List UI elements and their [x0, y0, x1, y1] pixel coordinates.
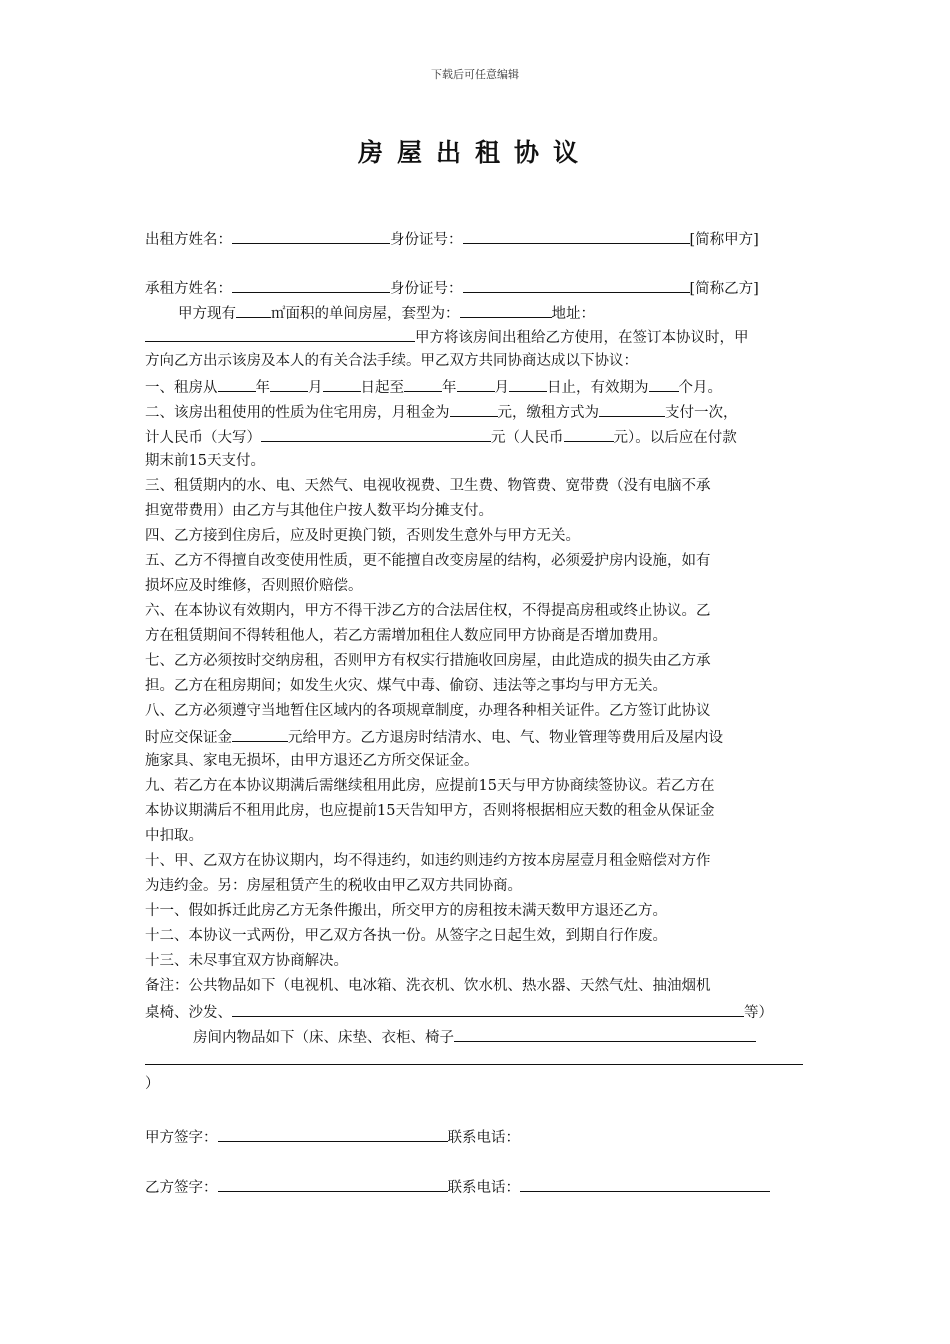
intro-line-3: 方向乙方出示该房及本人的有关合法手续。甲乙双方共同协商达成以下协议： — [145, 353, 638, 369]
year-label: 年 — [442, 380, 457, 396]
clause-2-line-2 — [145, 426, 737, 448]
clause-13: 十三、未尽事宜双方协商解决。 — [145, 953, 348, 969]
clause-9-line-2: 本协议期满后不租用此房，也应提前15天告知甲方，否则将根据相应天数的租金从保证金 — [145, 803, 715, 819]
intro-text-b: ㎡面积的单间房屋，套型为： — [271, 306, 460, 322]
clause-2-line-3: 期末前15天支付。 — [145, 453, 265, 469]
year-label: 年 — [255, 380, 270, 396]
lessee-id-label: 身份证号： — [390, 281, 463, 297]
end-year-field[interactable] — [404, 376, 442, 392]
party-b-phone-field[interactable] — [520, 1176, 770, 1192]
unit-type-field[interactable] — [460, 302, 552, 318]
party-a-signature-line — [145, 1126, 520, 1148]
clause-3-line-2: 担宽带费用）由乙方与其他住户按人数平均分摊支付。 — [145, 503, 493, 519]
clause-6-line-1: 六、在本协议有效期内，甲方不得干涉乙方的合法居住权，不得提高房租或终止协议。乙 — [145, 603, 711, 619]
lessor-line — [145, 228, 759, 250]
end-month-field[interactable] — [457, 376, 495, 392]
lessor-id-field[interactable] — [463, 228, 690, 244]
clause-4: 四、乙方接到住房后，应及时更换门锁，否则发生意外与甲方无关。 — [145, 528, 580, 544]
etc-label: 等） — [744, 1005, 773, 1021]
party-b-signature-line — [145, 1176, 770, 1198]
lessee-id-field[interactable] — [463, 277, 690, 293]
clause-5-line-1: 五、乙方不得擅自改变使用性质，更不能擅自改变房屋的结构，必须爱护房内设施，如有 — [145, 553, 711, 569]
clause-9-line-1: 九、若乙方在本协议期满后需继续租用此房，应提前15天与甲方协商续签协议。若乙方在 — [145, 778, 715, 794]
party-b-signature-label: 乙方签字： — [145, 1180, 218, 1196]
clause-7-line-2: 担。乙方在租房期间；如发生火灾、煤气中毒、偷窃、违法等之事均与甲方无关。 — [145, 678, 667, 694]
to-label: 日止，有效期为 — [547, 380, 649, 396]
party-a-signature-label: 甲方签字： — [145, 1130, 218, 1146]
clause-2-line-1 — [145, 401, 738, 423]
clause-1-text: 一、租房从 — [145, 380, 218, 396]
deposit-field[interactable] — [232, 726, 288, 742]
document-title: 房屋出租协议 — [357, 138, 592, 167]
area-field[interactable] — [236, 302, 271, 318]
public-items-text: 桌椅、沙发、 — [145, 1005, 232, 1021]
party-b-signature-field[interactable] — [218, 1176, 448, 1192]
address-field[interactable] — [145, 326, 415, 342]
intro-line-1 — [178, 302, 595, 324]
end-day-field[interactable] — [509, 376, 547, 392]
clause-10-line-1: 十、甲、乙双方在协议期内，均不得违约，如违约则违约方按本房屋壹月租金赔偿对方作 — [145, 853, 711, 869]
month-label: 月 — [494, 380, 509, 396]
note-line-5: ） — [145, 1076, 160, 1092]
clause-7-line-1: 七、乙方必须按时交纳房租，否则甲方有权实行措施收回房屋，由此造成的损失由乙方承 — [145, 653, 711, 669]
clause-3-line-1: 三、租赁期内的水、电、天然气、电视收视费、卫生费、物管费、宽带费（没有电脑不承 — [145, 478, 711, 494]
room-items-text: 房间内物品如下（床、床垫、衣柜、椅子 — [193, 1030, 454, 1046]
months-label: 个月。 — [678, 380, 722, 396]
clause-8-line-2 — [145, 726, 723, 748]
room-items-continuation-field[interactable] — [145, 1049, 803, 1065]
room-items-field[interactable] — [454, 1026, 756, 1042]
header-note: 下载后可任意编辑 — [431, 68, 519, 81]
party-b-phone-label: 联系电话： — [447, 1180, 520, 1196]
lessee-name-field[interactable] — [232, 277, 390, 293]
payment-method-label: 元，缴租方式为 — [497, 405, 599, 421]
clause-5-line-2: 损坏应及时维修，否则照价赔偿。 — [145, 578, 363, 594]
note-line-1: 备注：公共物品如下（电视机、电冰箱、洗衣机、饮水机、热水器、天然气灶、抽油烟机 — [145, 978, 711, 994]
payment-due-label: 元）。以后应在付款 — [613, 430, 737, 446]
clause-9-line-3: 中扣取。 — [145, 828, 203, 844]
clause-6-line-2: 方在租赁期间不得转租他人，若乙方需增加租住人数应同甲方协商是否增加费用。 — [145, 628, 667, 644]
term-months-field[interactable] — [649, 376, 679, 392]
clause-8-line-3: 施家具、家电无损坏，由甲方退还乙方所交保证金。 — [145, 753, 479, 769]
intro-text-d: 甲方将该房间出租给乙方使用，在签订本协议时，甲 — [415, 330, 749, 346]
rmb-label: 元（人民币 — [491, 430, 564, 446]
intro-text-c: 地址： — [551, 306, 595, 322]
clause-12: 十二、本协议一式两份，甲乙双方各执一份。从签字之日起生效，到期自行作废。 — [145, 928, 667, 944]
rent-number-field[interactable] — [564, 426, 614, 442]
payment-period-field[interactable] — [599, 401, 665, 417]
start-month-field[interactable] — [270, 376, 308, 392]
clause-10-line-2: 为违约金。另：房屋租赁产生的税收由甲乙双方共同协商。 — [145, 878, 522, 894]
lessee-name-label: 承租方姓名： — [145, 281, 232, 297]
start-year-field[interactable] — [218, 376, 256, 392]
party-a-phone-label: 联系电话： — [447, 1130, 520, 1146]
intro-line-2 — [145, 326, 749, 348]
deposit-label: 时应交保证金 — [145, 730, 232, 746]
public-items-field[interactable] — [232, 1001, 744, 1017]
lessor-name-label: 出租方姓名： — [145, 232, 232, 248]
lessee-short: [简称乙方] — [689, 281, 759, 297]
monthly-rent-field[interactable] — [450, 401, 498, 417]
from-label: 日起至 — [360, 380, 404, 396]
party-a-signature-field[interactable] — [218, 1126, 448, 1142]
rmb-uppercase-label: 计人民币（大写） — [145, 430, 261, 446]
rent-uppercase-field[interactable] — [261, 426, 491, 442]
start-day-field[interactable] — [323, 376, 361, 392]
clause-11: 十一、假如拆迁此房乙方无条件搬出，所交甲方的房租按未满天数甲方退还乙方。 — [145, 903, 667, 919]
deposit-text: 元给甲方。乙方退房时结清水、电、气、物业管理等费用后及屋内设 — [288, 730, 723, 746]
month-label: 月 — [308, 380, 323, 396]
intro-text-a: 甲方现有 — [178, 306, 236, 322]
lessor-short: [简称甲方] — [689, 232, 759, 248]
lessee-line — [145, 277, 759, 299]
lessor-id-label: 身份证号： — [390, 232, 463, 248]
payment-once-label: 支付一次， — [665, 405, 738, 421]
clause-1 — [145, 376, 722, 398]
note-line-2 — [145, 1001, 773, 1023]
clause-8-line-1: 八、乙方必须遵守当地暂住区域内的各项规章制度，办理各种相关证件。乙方签订此协议 — [145, 703, 711, 719]
clause-2-text: 二、该房出租使用的性质为住宅用房，月租金为 — [145, 405, 450, 421]
lessor-name-field[interactable] — [232, 228, 390, 244]
note-line-3 — [193, 1026, 756, 1048]
